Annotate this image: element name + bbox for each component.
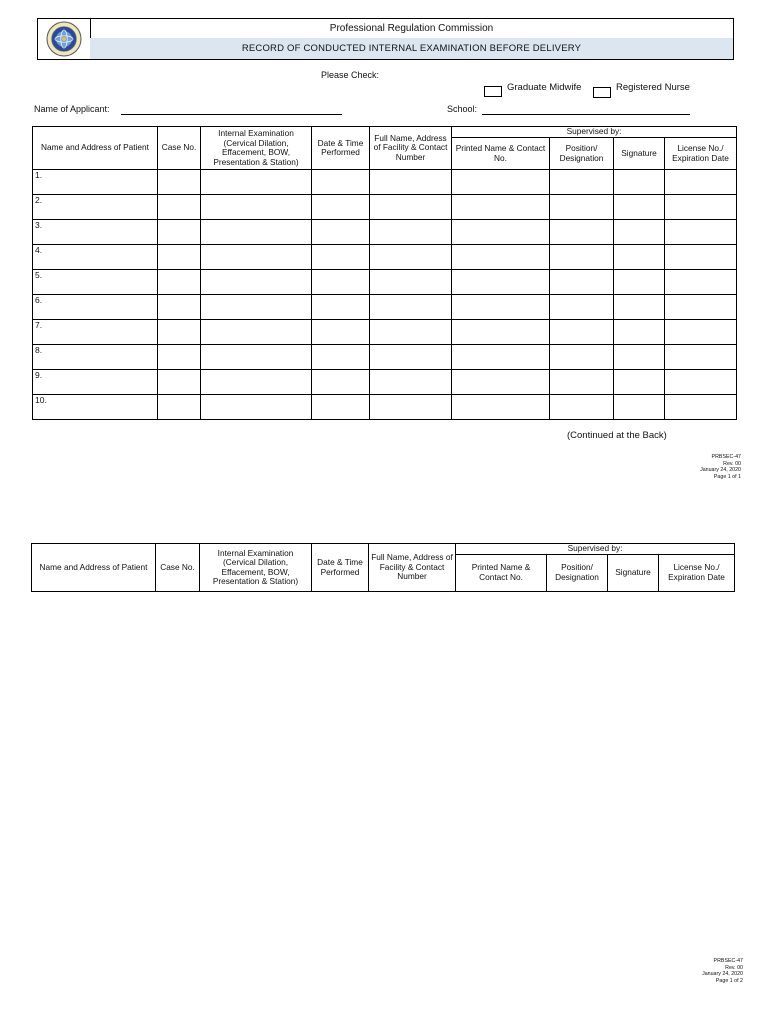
- col-patient: Name and Address of Patient: [32, 544, 156, 592]
- applicant-name-field[interactable]: [121, 114, 342, 115]
- row-number[interactable]: 2.: [33, 195, 158, 220]
- table-cell[interactable]: [452, 320, 550, 345]
- table-cell[interactable]: [201, 345, 312, 370]
- table-cell[interactable]: [550, 170, 614, 195]
- table-cell[interactable]: [665, 370, 737, 395]
- graduate-midwife-checkbox[interactable]: [484, 86, 502, 97]
- col-facility: Full Name, Address of Facility & Contact Number: [369, 544, 456, 592]
- table-cell[interactable]: [370, 345, 452, 370]
- table-cell[interactable]: [665, 195, 737, 220]
- table-cell[interactable]: [665, 270, 737, 295]
- col-signature: Signature: [608, 554, 659, 591]
- table-cell[interactable]: [614, 220, 665, 245]
- table-cell[interactable]: [312, 370, 370, 395]
- table-cell[interactable]: [665, 345, 737, 370]
- col-internal-exam: Internal Examination (Cervical Dilation, Effacement, BOW, Presentation & Station): [200, 544, 312, 592]
- school-field[interactable]: [482, 114, 690, 115]
- table-cell[interactable]: [370, 220, 452, 245]
- table-cell[interactable]: [452, 345, 550, 370]
- table-cell[interactable]: [201, 370, 312, 395]
- col-facility: Full Name, Address of Facility & Contact Number: [370, 127, 452, 170]
- table-cell[interactable]: [201, 170, 312, 195]
- table-cell[interactable]: [614, 370, 665, 395]
- table-cell[interactable]: [452, 295, 550, 320]
- revision-date: January 24, 2020: [702, 971, 743, 977]
- table-cell[interactable]: [452, 170, 550, 195]
- col-printed-name: Printed Name & Contact No.: [456, 554, 547, 591]
- table-row: [33, 170, 737, 195]
- table-cell[interactable]: [201, 220, 312, 245]
- table-row: [33, 245, 737, 270]
- prc-seal-icon: [38, 19, 90, 59]
- col-license: License No./ Expiration Date: [665, 138, 737, 170]
- table-row: [33, 270, 737, 295]
- table-cell[interactable]: [370, 395, 452, 420]
- table-cell[interactable]: [158, 320, 201, 345]
- table-row: [33, 370, 737, 395]
- table-cell[interactable]: [550, 245, 614, 270]
- table-cell[interactable]: [370, 195, 452, 220]
- table-cell[interactable]: [550, 370, 614, 395]
- table-cell[interactable]: [370, 170, 452, 195]
- registered-nurse-label: Registered Nurse: [616, 82, 690, 93]
- col-date-time: Date & Time Performed: [312, 544, 369, 592]
- table-cell[interactable]: [550, 220, 614, 245]
- table-cell[interactable]: [614, 170, 665, 195]
- revision-date: January 24, 2020: [700, 467, 741, 473]
- row-number[interactable]: 9.: [33, 370, 158, 395]
- page-footer-2: [702, 958, 743, 984]
- col-signature: Signature: [614, 138, 665, 170]
- table-cell[interactable]: [158, 270, 201, 295]
- table-cell[interactable]: [452, 220, 550, 245]
- row-number[interactable]: 7.: [33, 320, 158, 345]
- supervised-by-header: Supervised by:: [456, 544, 735, 555]
- table-cell[interactable]: [665, 170, 737, 195]
- table-row: [33, 345, 737, 370]
- table-cell[interactable]: [452, 370, 550, 395]
- table-cell[interactable]: [550, 295, 614, 320]
- table-cell[interactable]: [614, 320, 665, 345]
- form-code: PRBSEC-47: [711, 454, 741, 460]
- table-cell[interactable]: [312, 195, 370, 220]
- logo-cell: [38, 19, 91, 59]
- table-cell[interactable]: [370, 270, 452, 295]
- form-title: RECORD OF CONDUCTED INTERNAL EXAMINATION BEFORE DELIVERY: [90, 38, 733, 59]
- table-cell[interactable]: [201, 245, 312, 270]
- table-cell[interactable]: [614, 295, 665, 320]
- table-cell[interactable]: [370, 295, 452, 320]
- row-number[interactable]: 8.: [33, 345, 158, 370]
- table-cell[interactable]: [665, 220, 737, 245]
- table-cell[interactable]: [665, 295, 737, 320]
- table-cell[interactable]: [550, 270, 614, 295]
- page-number: Page 1 of 1: [713, 473, 741, 480]
- table-row: [33, 295, 737, 320]
- table-cell[interactable]: [158, 295, 201, 320]
- col-internal-exam: Internal Examination (Cervical Dilation, Effacement, BOW, Presentation & Station): [201, 127, 312, 170]
- supervised-by-header: Supervised by:: [452, 127, 737, 138]
- table-cell[interactable]: [452, 395, 550, 420]
- form-header: [37, 18, 734, 60]
- row-number[interactable]: 1.: [33, 170, 158, 195]
- col-patient: Name and Address of Patient: [33, 127, 158, 170]
- table-cell[interactable]: [158, 345, 201, 370]
- please-check-label: Please Check:: [321, 70, 380, 80]
- table-cell[interactable]: [201, 295, 312, 320]
- table-cell[interactable]: [312, 395, 370, 420]
- table-cell[interactable]: [312, 270, 370, 295]
- table-cell[interactable]: [370, 245, 452, 270]
- applicant-label: Name of Applicant:: [34, 104, 110, 114]
- graduate-midwife-label: Graduate Midwife: [507, 82, 582, 93]
- examination-record-table-back: [31, 543, 735, 592]
- table-cell[interactable]: [452, 195, 550, 220]
- table-cell[interactable]: [158, 195, 201, 220]
- school-label: School:: [447, 104, 478, 114]
- table-cell[interactable]: [665, 245, 737, 270]
- examination-record-table: [32, 126, 737, 420]
- form-code: PRBSEC-47: [713, 958, 743, 964]
- table-cell[interactable]: [370, 370, 452, 395]
- col-printed-name: Printed Name & Contact No.: [452, 138, 550, 170]
- table-cell[interactable]: [201, 320, 312, 345]
- table-cell[interactable]: [550, 195, 614, 220]
- table-cell[interactable]: [158, 370, 201, 395]
- table-cell[interactable]: [665, 395, 737, 420]
- row-number[interactable]: 5.: [33, 270, 158, 295]
- table-cell[interactable]: [614, 345, 665, 370]
- table-cell[interactable]: [614, 270, 665, 295]
- col-position: Position/ Designation: [550, 138, 614, 170]
- table-cell[interactable]: [158, 395, 201, 420]
- table-cell[interactable]: [312, 245, 370, 270]
- continued-note: (Continued at the Back): [567, 430, 667, 441]
- table-row: [33, 195, 737, 220]
- registered-nurse-checkbox[interactable]: [593, 87, 611, 98]
- row-number[interactable]: 10.: [33, 395, 158, 420]
- col-case-no: Case No.: [158, 127, 201, 170]
- table-cell[interactable]: [550, 320, 614, 345]
- page-footer-1: [700, 454, 741, 480]
- table-cell[interactable]: [312, 220, 370, 245]
- table-cell[interactable]: [312, 170, 370, 195]
- col-position: Position/ Designation: [547, 554, 608, 591]
- page-number: Page 1 of 2: [715, 977, 743, 984]
- table-cell[interactable]: [158, 245, 201, 270]
- table-cell[interactable]: [550, 345, 614, 370]
- table-cell[interactable]: [312, 345, 370, 370]
- table-cell[interactable]: [550, 395, 614, 420]
- table-cell[interactable]: [158, 220, 201, 245]
- table-cell[interactable]: [370, 320, 452, 345]
- revision: Rev. 00: [723, 460, 741, 467]
- col-case-no: Case No.: [156, 544, 200, 592]
- row-number[interactable]: 3.: [33, 220, 158, 245]
- table-row: [33, 320, 737, 345]
- col-date-time: Date & Time Performed: [312, 127, 370, 170]
- table-row: [33, 395, 737, 420]
- table-cell[interactable]: [614, 395, 665, 420]
- table-cell[interactable]: [312, 320, 370, 345]
- table-cell[interactable]: [312, 295, 370, 320]
- row-number[interactable]: 6.: [33, 295, 158, 320]
- table-cell[interactable]: [201, 195, 312, 220]
- table-cell[interactable]: [665, 320, 737, 345]
- table-cell[interactable]: [158, 170, 201, 195]
- org-name: Professional Regulation Commission: [90, 19, 733, 39]
- col-license: License No./ Expiration Date: [659, 554, 735, 591]
- table-row: [33, 220, 737, 245]
- revision: Rev. 00: [725, 964, 743, 971]
- row-number[interactable]: 4.: [33, 245, 158, 270]
- table-cell[interactable]: [452, 270, 550, 295]
- table-cell[interactable]: [201, 395, 312, 420]
- table-cell[interactable]: [201, 270, 312, 295]
- table-cell[interactable]: [614, 195, 665, 220]
- table-cell[interactable]: [452, 245, 550, 270]
- table-cell[interactable]: [614, 245, 665, 270]
